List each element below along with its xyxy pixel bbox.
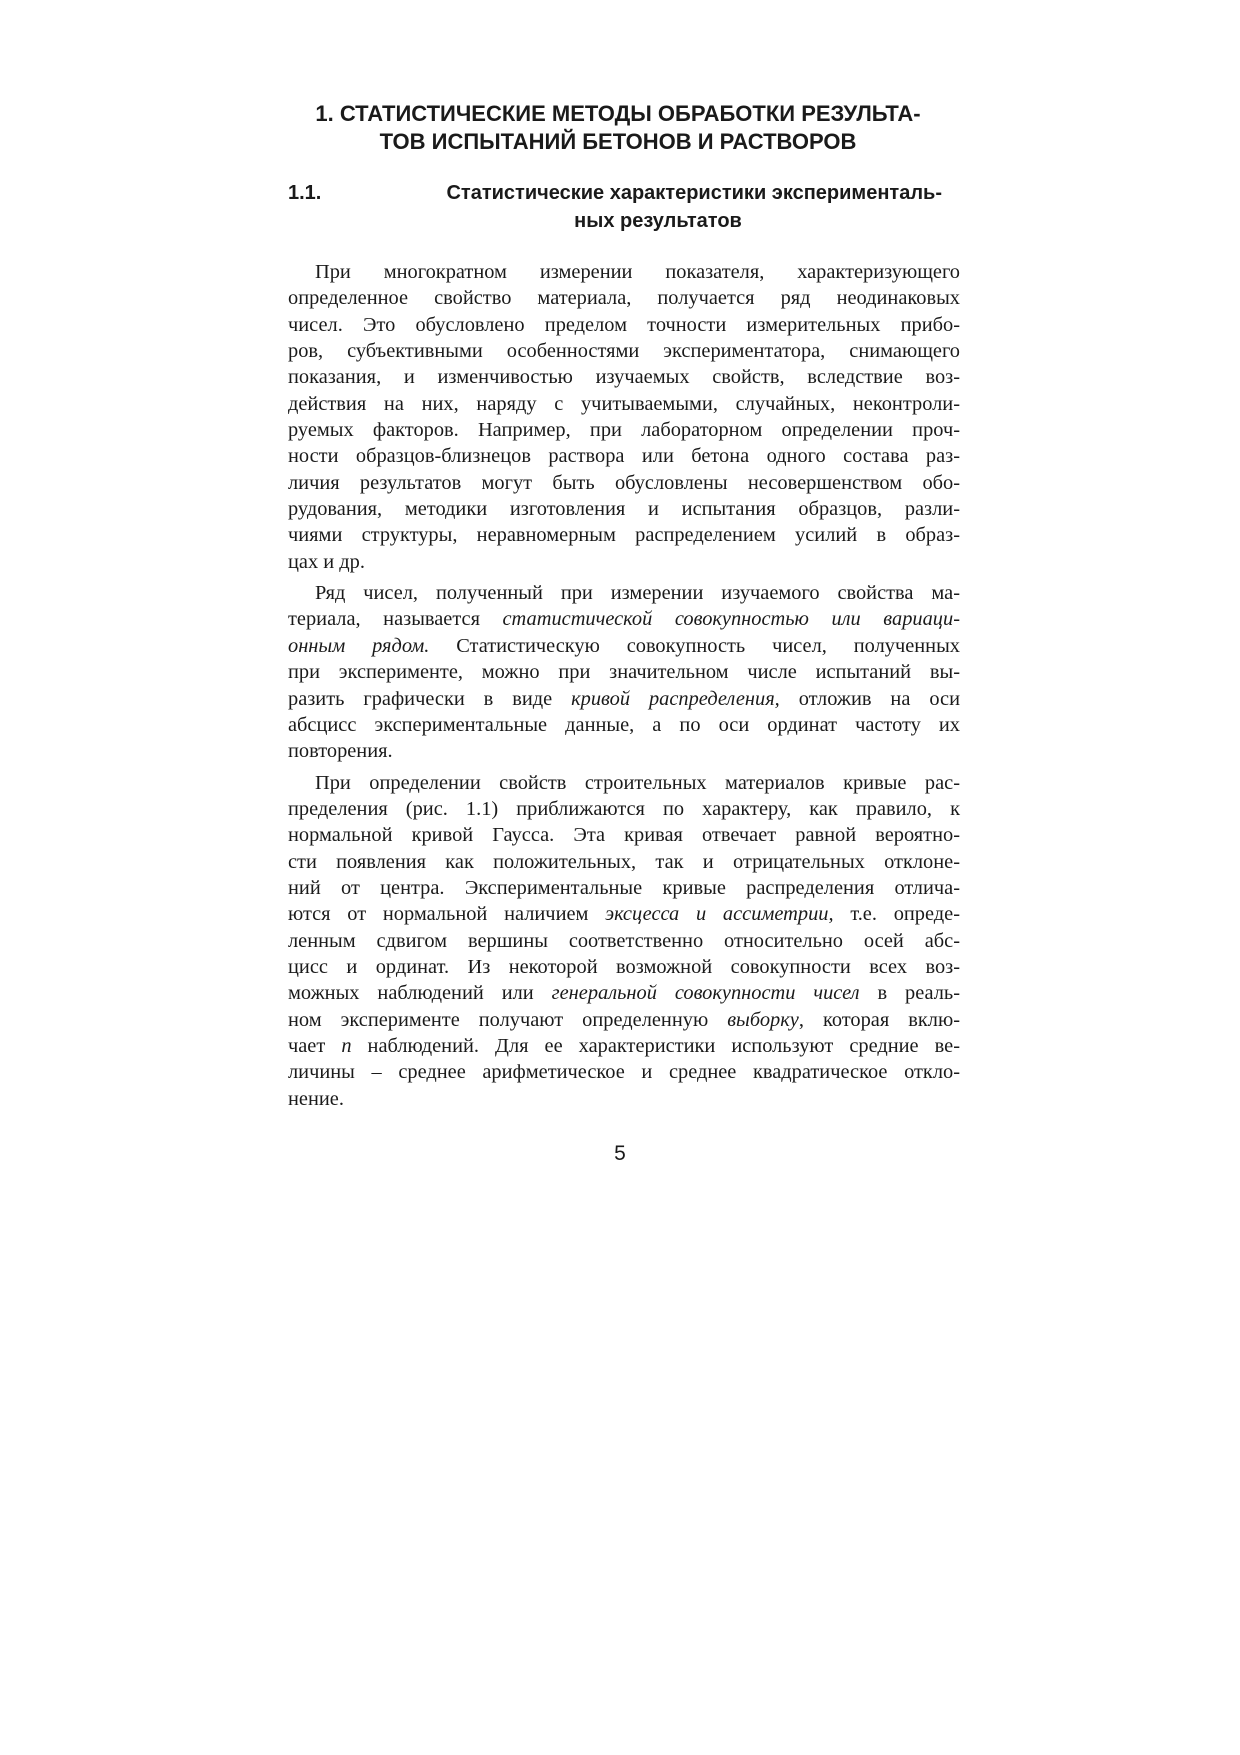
text-line: личины – среднее арифметическое и среднее квадратическое откло- (288, 1061, 960, 1084)
paragraph-3 (288, 770, 960, 1112)
section-title (288, 179, 948, 235)
text-line: При многократном измерении показателя, характеризующего (315, 261, 960, 283)
text-line: ров, субъективными особенностями экспериментатора, снимающего (288, 340, 960, 363)
text-line: повторения. (288, 740, 393, 763)
paragraph-1 (288, 259, 960, 575)
italic-term: кривой распределения, (571, 687, 780, 710)
body-text (288, 259, 960, 1117)
text-line: можных наблюдений или генеральной совокупности чисел в реаль- (288, 982, 961, 1005)
text-line: нение. (288, 1087, 344, 1110)
text-line: Ряд чисел, полученный при измерении изучаемого свойства ма- (315, 582, 960, 605)
text-line: чиями структуры, неравномерным распределением усилий в образ- (288, 524, 960, 547)
text-line: чает n наблюдений. Для ее характеристики используют средние ве- (288, 1034, 960, 1057)
section-title-line: Статистические характеристики эксперименталь- (446, 182, 942, 204)
text-line: рудования, методики изготовления и испытания образцов, разли- (288, 498, 960, 521)
text-line: онным рядом. Статистическую совокупность чисел, полученных (288, 634, 960, 657)
text-line: показания, и изменчивостью изучаемых свойств, вследствие воз- (288, 366, 960, 389)
text-line: ний от центра. Экспериментальные кривые распределения отлича- (288, 876, 960, 899)
text-line: териала, называется статистической совокупностью или вариаци- (288, 608, 960, 631)
text-line: чисел. Это обусловлено пределом точности измерительных прибо- (288, 313, 960, 336)
text-line: определенное свойство материала, получается ряд неодинаковых (288, 287, 960, 310)
text-line: пределения (рис. 1.1) приближаются по характеру, как правило, к (288, 797, 960, 820)
text-line: при эксперименте, можно при значительном числе испытаний вы- (288, 661, 960, 684)
text-line: личия результатов могут быть обусловлены несовершенством обо- (288, 471, 960, 494)
text-line: абсцисс экспериментальные данные, а по оси ординат частоту их (288, 713, 960, 736)
italic-term: выборку (727, 1008, 799, 1031)
text-line: ются от нормальной наличием эксцесса и ассиметрии, т.е. опреде- (288, 903, 960, 926)
paragraph-2 (288, 580, 960, 764)
chapter-title-line: 1. СТАТИСТИЧЕСКИЕ МЕТОДЫ ОБРАБОТКИ РЕЗУЛЬТА- (315, 101, 921, 126)
text-line: ленным сдвигом вершины соответственно относительно осей абс- (288, 929, 960, 952)
italic-term: n (341, 1034, 352, 1057)
text-line: нормальной кривой Гаусса. Эта кривая отвечает равной вероятно- (288, 824, 960, 847)
section-number: 1.1. (288, 182, 322, 204)
italic-term: генеральной совокупности чисел (551, 982, 860, 1005)
text-line: разить графически в виде кривой распределения, отложив на оси (288, 687, 960, 710)
text-line: цах и др. (288, 550, 365, 573)
text-line: ности образцов-близнецов раствора или бетона одного состава раз- (288, 445, 960, 468)
text-line: руемых факторов. Например, при лабораторном определении проч- (288, 419, 960, 442)
italic-term: эксцесса и ассиметрии, (605, 903, 834, 926)
chapter-title (288, 100, 948, 156)
page-number: 5 (614, 1142, 626, 1165)
text-line: действия на них, наряду с учитываемыми, случайных, неконтроли- (288, 392, 960, 415)
text-line: ном эксперименте получают определенную выборку, которая вклю- (288, 1008, 960, 1031)
text-line: При определении свойств строительных материалов кривые рас- (315, 771, 960, 794)
chapter-title-line: ТОВ ИСПЫТАНИЙ БЕТОНОВ И РАСТВОРОВ (379, 129, 857, 154)
text-line: сти появления как положительных, так и отрицательных отклоне- (288, 850, 960, 873)
italic-term: онным рядом. (288, 634, 430, 657)
text-line: цисс и ординат. Из некоторой возможной совокупности всех воз- (288, 955, 960, 978)
italic-term: статистической совокупностью или вариаци- (502, 608, 960, 631)
section-title-line: ных результатов (574, 210, 742, 232)
